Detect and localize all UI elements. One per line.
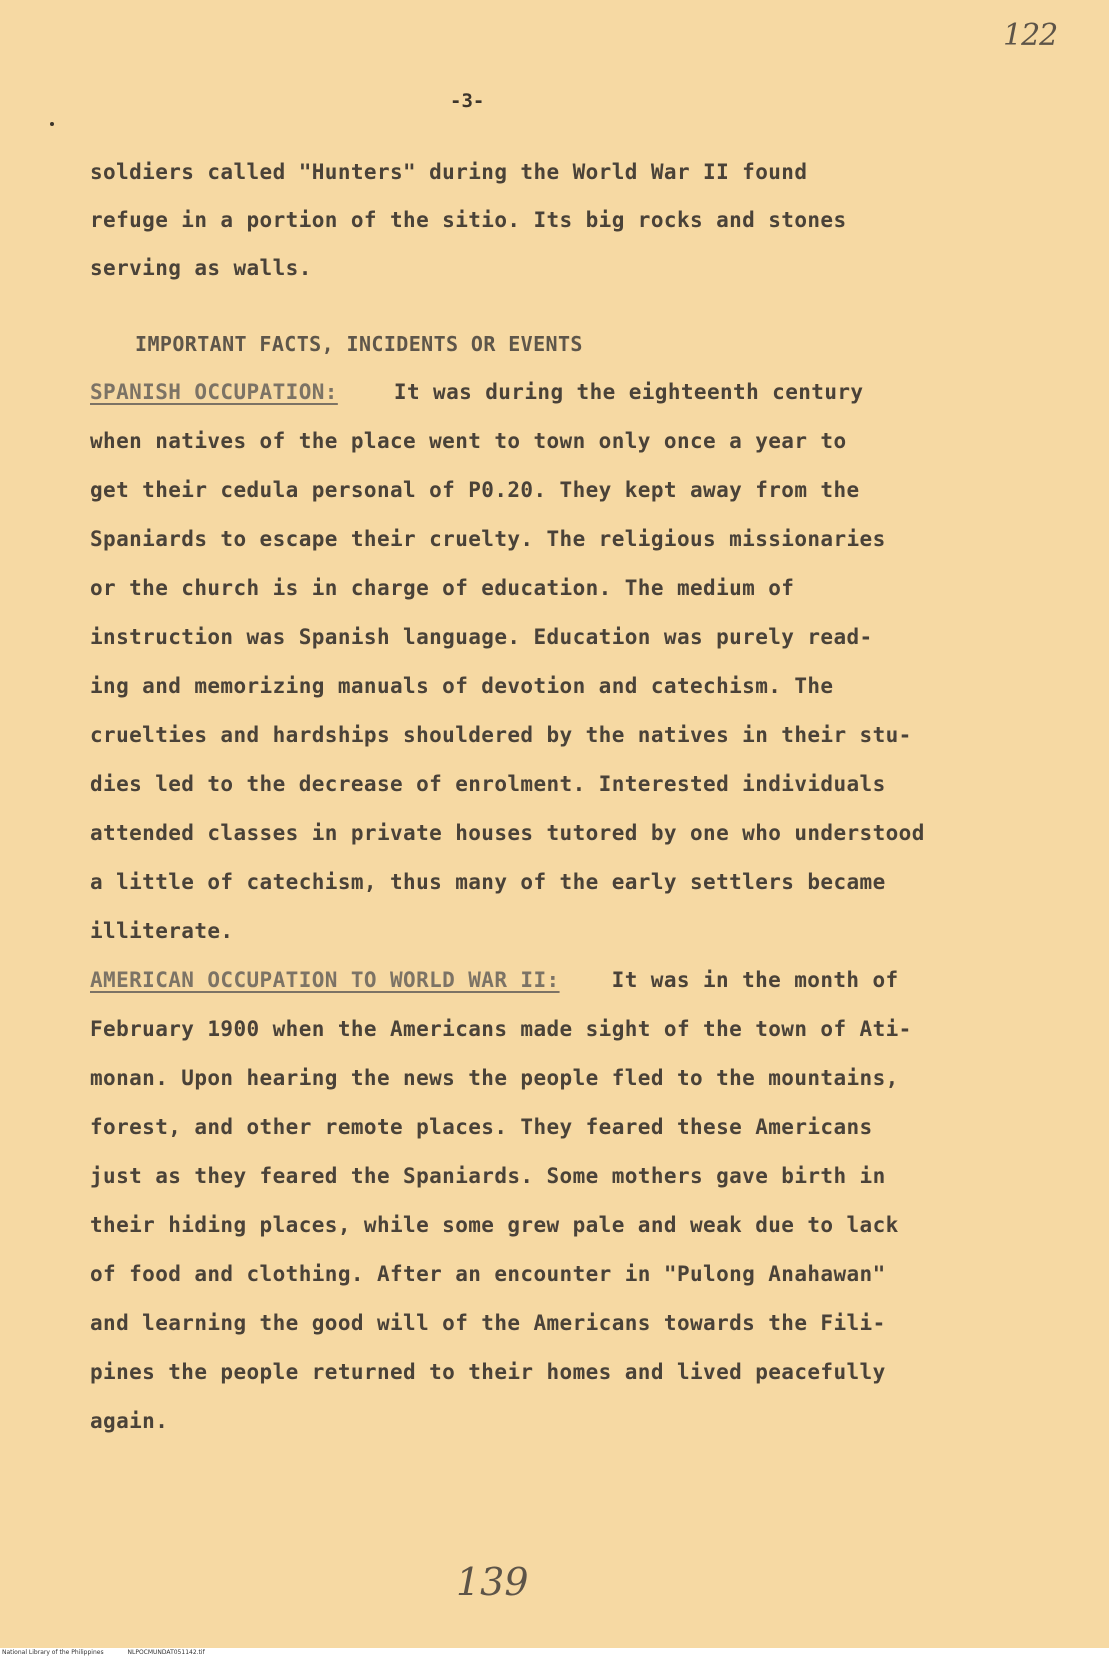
text-line: ing and memorizing manuals of devotion and catechism. The [90, 674, 834, 698]
text-line: when natives of the place went to town only once a year to [90, 429, 847, 453]
american-first-line [90, 968, 899, 992]
text-line: illiterate. [90, 919, 234, 943]
text-line: just as they feared the Spaniards. Some mothers gave birth in [90, 1164, 886, 1188]
text-line: attended classes in private houses tutored by one who understood [90, 821, 925, 845]
text-line: of food and clothing. After an encounter in "Pulong Anahawan" [90, 1262, 886, 1286]
american-first-line-text: It was in the month of [611, 968, 899, 992]
american-occupation-label: AMERICAN OCCUPATION TO WORLD WAR II: [90, 968, 560, 992]
text-line: cruelties and hardships shouldered by the natives in their stu- [90, 723, 912, 747]
typed-page-number: -3- [450, 90, 485, 112]
spanish-first-line [90, 380, 863, 404]
text-line: again. [90, 1409, 169, 1433]
library-name: National Library of the Philippines [2, 1649, 104, 1656]
spanish-occupation-label: SPANISH OCCUPATION: [90, 380, 338, 404]
text-line: serving as walls. [90, 256, 312, 280]
text-line: Spaniards to escape their cruelty. The religious missionaries [90, 527, 886, 551]
handwritten-page-number: 122 [1003, 18, 1058, 53]
ink-speck [50, 122, 54, 126]
archive-footer [0, 1648, 1109, 1658]
text-line: instruction was Spanish language. Education was purely read- [90, 625, 873, 649]
text-line: pines the people returned to their homes and lived peacefully [90, 1360, 886, 1384]
text-line: February 1900 when the Americans made sight of the town of Ati- [90, 1017, 912, 1041]
text-line: monan. Upon hearing the news the people fled to the mountains, [90, 1066, 899, 1090]
spanish-first-line-text: It was during the eighteenth century [393, 380, 864, 404]
text-line: refuge in a portion of the sitio. Its big rocks and stones [90, 208, 847, 232]
text-line: their hiding places, while some grew pale and weak due to lack [90, 1213, 899, 1237]
file-code: NLPOCMUNDAT051142.tif [127, 1649, 205, 1656]
text-line: get their cedula personal of P0.20. They kept away from the [90, 478, 860, 502]
text-line: or the church is in charge of education. The medium of [90, 576, 795, 600]
text-line: and learning the good will of the Americans towards the Fili- [90, 1311, 886, 1335]
handwritten-folio-number: 139 [456, 1560, 529, 1604]
text-line: soldiers called "Hunters" during the World War II found [90, 160, 808, 184]
text-line: dies led to the decrease of enrolment. Interested individuals [90, 772, 886, 796]
section-heading: IMPORTANT FACTS, INCIDENTS OR EVENTS [135, 332, 583, 356]
text-line: forest, and other remote places. They feared these Americans [90, 1115, 873, 1139]
text-line: a little of catechism, thus many of the early settlers became [90, 870, 886, 894]
